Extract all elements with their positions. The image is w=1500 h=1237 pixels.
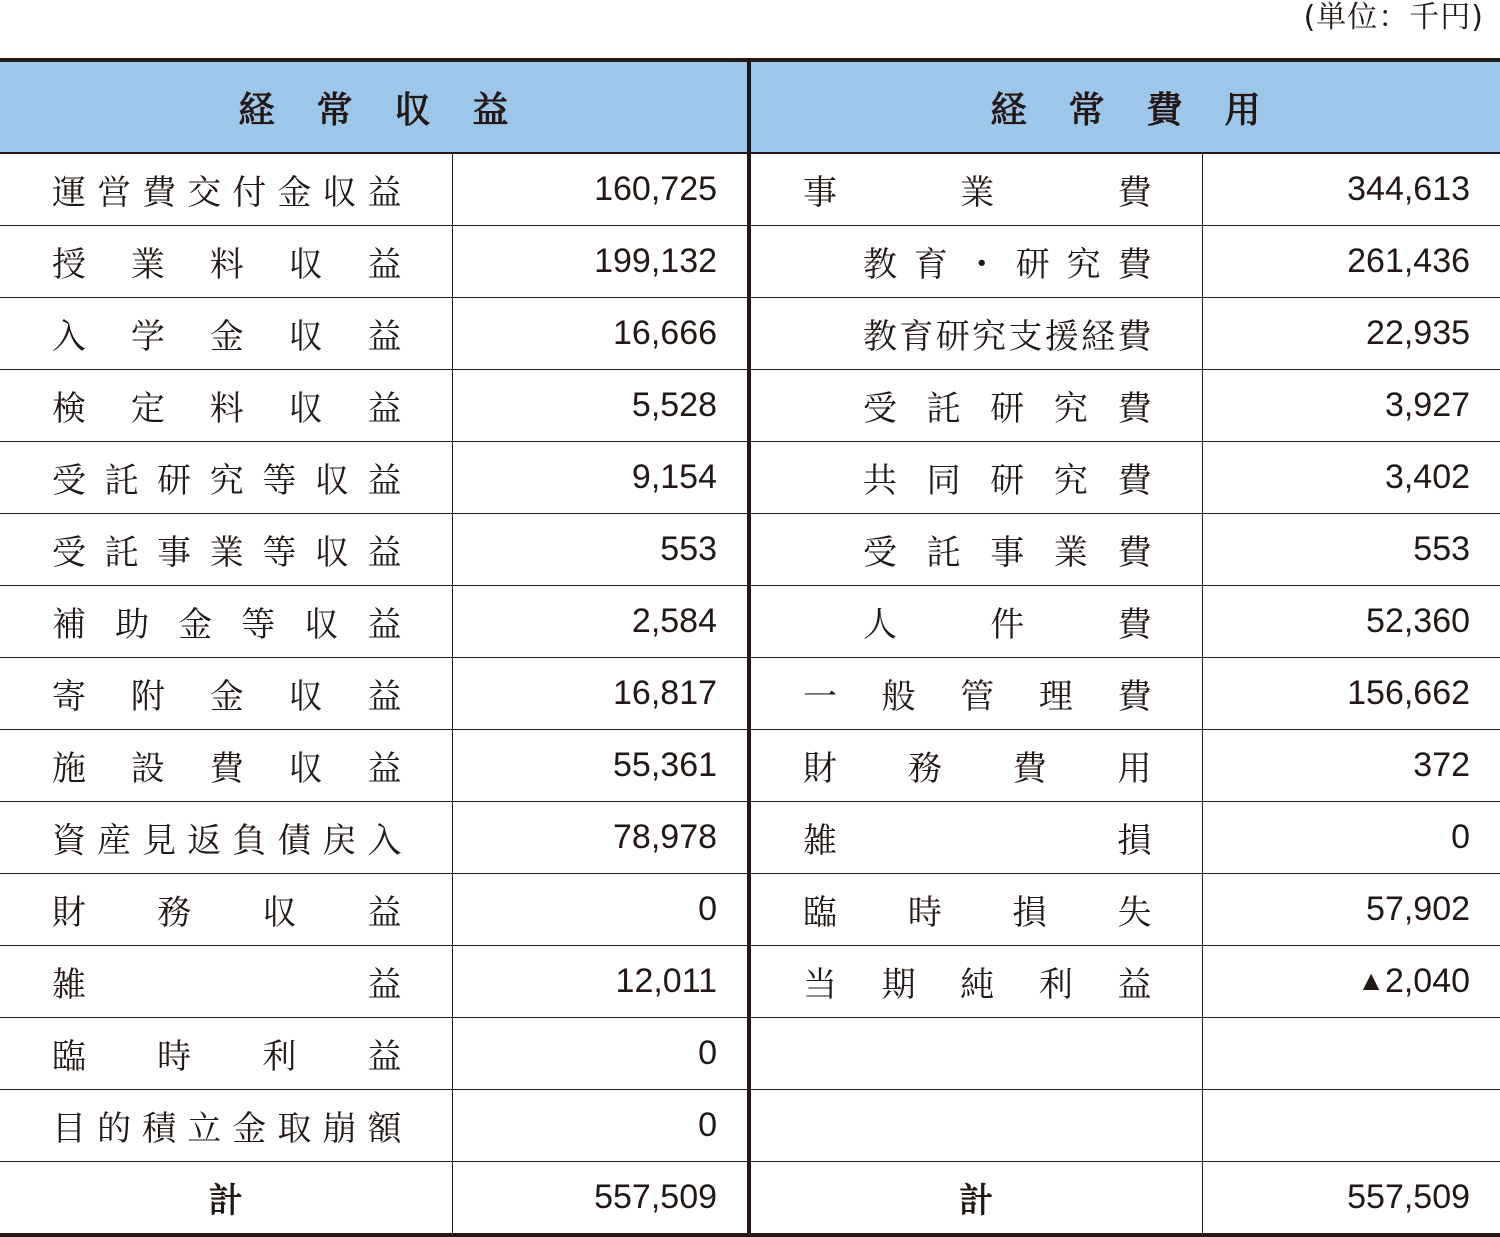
table-row bbox=[0, 946, 1500, 1018]
income-value: 12,011 bbox=[452, 946, 749, 1018]
income-total-label: 計 bbox=[0, 1162, 452, 1236]
table-row bbox=[0, 153, 1500, 226]
spread-text: 人 件 費 bbox=[863, 605, 1152, 645]
spread-text: 事 業 費 bbox=[803, 173, 1152, 213]
expense-value: 261,436 bbox=[1202, 226, 1500, 298]
table-row bbox=[0, 226, 1500, 298]
spread-text: 検 定 料 収 益 bbox=[52, 389, 402, 429]
table-row bbox=[0, 1090, 1500, 1162]
spread-text: 受 託 研 究 等 収 益 bbox=[52, 461, 402, 501]
spread-text: 教 育 研 究 支 援 経 費 bbox=[863, 317, 1152, 357]
expense-label bbox=[749, 370, 1202, 442]
income-value: 2,584 bbox=[452, 586, 749, 658]
income-value: 5,528 bbox=[452, 370, 749, 442]
spread-text: 共 同 研 究 費 bbox=[863, 461, 1152, 501]
spread-text: 目 的 積 立 金 取 崩 額 bbox=[52, 1109, 402, 1149]
expense-header: 経常費用 bbox=[749, 60, 1500, 153]
income-value: 16,666 bbox=[452, 298, 749, 370]
expense-value: 3,927 bbox=[1202, 370, 1500, 442]
income-value: 553 bbox=[452, 514, 749, 586]
expense-value: 3,402 bbox=[1202, 442, 1500, 514]
spread-text: 入 学 金 収 益 bbox=[52, 317, 402, 357]
table-row bbox=[0, 802, 1500, 874]
income-label bbox=[0, 370, 452, 442]
table-body bbox=[0, 153, 1500, 1235]
spread-text: 補 助 金 等 収 益 bbox=[52, 605, 402, 645]
income-total-value: 557,509 bbox=[452, 1162, 749, 1236]
expense-label bbox=[749, 442, 1202, 514]
spread-text: 運 営 費 交 付 金 収 益 bbox=[52, 173, 402, 213]
income-value: 16,817 bbox=[452, 658, 749, 730]
spread-text: 寄 附 金 収 益 bbox=[52, 677, 402, 717]
income-label bbox=[0, 153, 452, 226]
income-label bbox=[0, 226, 452, 298]
expense-label bbox=[749, 1090, 1202, 1162]
negative-marker-icon: ▲ bbox=[1357, 965, 1385, 996]
spread-text: 雑 益 bbox=[52, 965, 402, 1005]
table-row bbox=[0, 442, 1500, 514]
income-value: 199,132 bbox=[452, 226, 749, 298]
spread-text: 財 務 費 用 bbox=[803, 749, 1152, 789]
expense-label bbox=[749, 946, 1202, 1018]
expense-value: 52,360 bbox=[1202, 586, 1500, 658]
expense-value: 22,935 bbox=[1202, 298, 1500, 370]
expense-label bbox=[749, 226, 1202, 298]
income-label bbox=[0, 1090, 452, 1162]
expense-value: 553 bbox=[1202, 514, 1500, 586]
spread-text: 当 期 純 利 益 bbox=[803, 965, 1152, 1005]
expense-value: 0 bbox=[1202, 802, 1500, 874]
spread-text: 一 般 管 理 費 bbox=[803, 677, 1152, 717]
income-label bbox=[0, 658, 452, 730]
spread-text: 臨 時 利 益 bbox=[52, 1037, 402, 1077]
spread-text: 受 託 事 業 等 収 益 bbox=[52, 533, 402, 573]
expense-label bbox=[749, 298, 1202, 370]
expense-label bbox=[749, 1018, 1202, 1090]
expense-value bbox=[1202, 1090, 1500, 1162]
income-label bbox=[0, 514, 452, 586]
income-label bbox=[0, 586, 452, 658]
table-row bbox=[0, 730, 1500, 802]
income-value: 0 bbox=[452, 874, 749, 946]
income-label bbox=[0, 946, 452, 1018]
expense-value bbox=[1202, 1018, 1500, 1090]
expense-value: ▲2,040 bbox=[1202, 946, 1500, 1018]
spread-text: 施 設 費 収 益 bbox=[52, 749, 402, 789]
spread-text: 受 託 事 業 費 bbox=[863, 533, 1152, 573]
table-header-row bbox=[0, 60, 1500, 153]
table-row bbox=[0, 514, 1500, 586]
expense-label bbox=[749, 586, 1202, 658]
income-value: 0 bbox=[452, 1090, 749, 1162]
income-label bbox=[0, 1018, 452, 1090]
expense-value: 57,902 bbox=[1202, 874, 1500, 946]
income-label bbox=[0, 442, 452, 514]
income-label bbox=[0, 730, 452, 802]
spread-text: 教 育 ・ 研 究 費 bbox=[863, 245, 1152, 285]
expense-total-label: 計 bbox=[749, 1162, 1202, 1236]
table-row bbox=[0, 1018, 1500, 1090]
unit-note: (単位：千円) bbox=[1303, 0, 1484, 35]
spread-text: 受 託 研 究 費 bbox=[863, 389, 1152, 429]
expense-value: 156,662 bbox=[1202, 658, 1500, 730]
income-value: 9,154 bbox=[452, 442, 749, 514]
spread-text: 資 産 見 返 負 債 戻 入 bbox=[52, 821, 402, 861]
spread-text: 財 務 収 益 bbox=[52, 893, 402, 933]
income-expense-table bbox=[0, 58, 1500, 1237]
table-row bbox=[0, 370, 1500, 442]
expense-label bbox=[749, 802, 1202, 874]
spread-text: 授 業 料 収 益 bbox=[52, 245, 402, 285]
expense-value: 344,613 bbox=[1202, 153, 1500, 226]
table-row bbox=[0, 298, 1500, 370]
table-row bbox=[0, 586, 1500, 658]
table-row bbox=[0, 658, 1500, 730]
expense-value: 372 bbox=[1202, 730, 1500, 802]
income-value: 55,361 bbox=[452, 730, 749, 802]
expense-label bbox=[749, 874, 1202, 946]
income-value: 0 bbox=[452, 1018, 749, 1090]
total-row bbox=[0, 1162, 1500, 1236]
income-value: 160,725 bbox=[452, 153, 749, 226]
expense-label bbox=[749, 730, 1202, 802]
expense-label bbox=[749, 514, 1202, 586]
income-label bbox=[0, 874, 452, 946]
income-label bbox=[0, 802, 452, 874]
expense-label bbox=[749, 658, 1202, 730]
table-row bbox=[0, 874, 1500, 946]
spread-text: 雑 損 bbox=[803, 821, 1152, 861]
expense-total-value: 557,509 bbox=[1202, 1162, 1500, 1236]
income-label bbox=[0, 298, 452, 370]
expense-label bbox=[749, 153, 1202, 226]
income-header: 経常収益 bbox=[0, 60, 749, 153]
spread-text: 臨 時 損 失 bbox=[803, 893, 1152, 933]
income-value: 78,978 bbox=[452, 802, 749, 874]
